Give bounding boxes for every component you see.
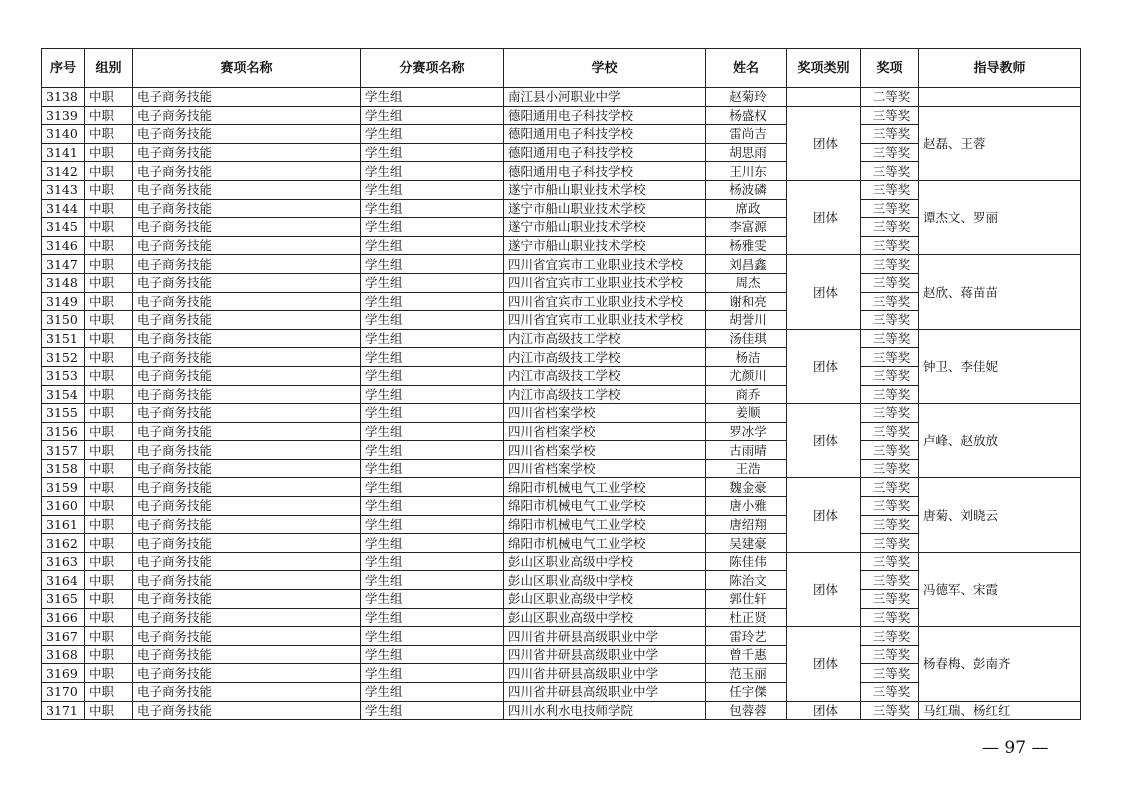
award-cell: 三等奖 <box>861 552 919 571</box>
serial-cell: 3148 <box>42 273 85 292</box>
award-cell: 三等奖 <box>861 404 919 423</box>
school-cell: 彭山区职业高级中学校 <box>504 590 706 609</box>
school-cell: 遂宁市船山职业技术学校 <box>504 199 706 218</box>
serial-cell: 3157 <box>42 441 85 460</box>
group-cell: 中职 <box>85 627 133 646</box>
teacher-cell: 唐菊、刘晓云 <box>919 478 1081 552</box>
school-cell: 四川省档案学校 <box>504 441 706 460</box>
serial-cell: 3162 <box>42 534 85 553</box>
header-cell: 组别 <box>85 49 133 88</box>
school-cell: 绵阳市机械电气工业学校 <box>504 515 706 534</box>
event-cell: 电子商务技能 <box>133 311 361 330</box>
school-cell: 内江市高级技工学校 <box>504 366 706 385</box>
award-cell: 三等奖 <box>861 162 919 181</box>
sub-event-cell: 学生组 <box>361 255 504 274</box>
sub-event-cell: 学生组 <box>361 478 504 497</box>
event-cell: 电子商务技能 <box>133 292 361 311</box>
event-cell: 电子商务技能 <box>133 218 361 237</box>
school-cell: 绵阳市机械电气工业学校 <box>504 534 706 553</box>
serial-cell: 3146 <box>42 236 85 255</box>
table-row <box>42 88 1081 107</box>
school-cell: 彭山区职业高级中学校 <box>504 571 706 590</box>
award-cell: 三等奖 <box>861 255 919 274</box>
group-cell: 中职 <box>85 571 133 590</box>
event-cell: 电子商务技能 <box>133 497 361 516</box>
name-cell: 胡誉川 <box>706 311 787 330</box>
school-cell: 四川省井研县高级职业中学 <box>504 664 706 683</box>
group-cell: 中职 <box>85 162 133 181</box>
group-cell: 中职 <box>85 701 133 720</box>
award-cell: 三等奖 <box>861 590 919 609</box>
event-cell: 电子商务技能 <box>133 441 361 460</box>
serial-cell: 3150 <box>42 311 85 330</box>
award-cell: 三等奖 <box>861 143 919 162</box>
school-cell: 遂宁市船山职业技术学校 <box>504 218 706 237</box>
award-category-cell: 团体 <box>787 478 861 552</box>
event-cell: 电子商务技能 <box>133 385 361 404</box>
name-cell: 雷尚吉 <box>706 125 787 144</box>
teacher-cell: 赵欣、蒋苗苗 <box>919 255 1081 329</box>
sub-event-cell: 学生组 <box>361 218 504 237</box>
sub-event-cell: 学生组 <box>361 552 504 571</box>
name-cell: 杨雅雯 <box>706 236 787 255</box>
award-cell: 三等奖 <box>861 608 919 627</box>
name-cell: 谢和亮 <box>706 292 787 311</box>
event-cell: 电子商务技能 <box>133 571 361 590</box>
name-cell: 刘昌鑫 <box>706 255 787 274</box>
award-cell: 三等奖 <box>861 292 919 311</box>
teacher-cell: 马红瑞、杨红红 <box>919 701 1081 720</box>
event-cell: 电子商务技能 <box>133 552 361 571</box>
award-cell: 三等奖 <box>861 497 919 516</box>
group-cell: 中职 <box>85 608 133 627</box>
serial-cell: 3141 <box>42 143 85 162</box>
teacher-cell: 钟卫、李佳妮 <box>919 329 1081 403</box>
award-table <box>41 48 1081 720</box>
school-cell: 四川省井研县高级职业中学 <box>504 683 706 702</box>
name-cell: 杨波磷 <box>706 180 787 199</box>
teacher-cell <box>919 88 1081 107</box>
name-cell: 雷玲艺 <box>706 627 787 646</box>
table-row <box>42 478 1081 497</box>
event-cell: 电子商务技能 <box>133 236 361 255</box>
group-cell: 中职 <box>85 311 133 330</box>
award-category-cell: 团体 <box>787 552 861 626</box>
event-cell: 电子商务技能 <box>133 88 361 107</box>
serial-cell: 3160 <box>42 497 85 516</box>
serial-cell: 3147 <box>42 255 85 274</box>
award-cell: 三等奖 <box>861 311 919 330</box>
name-cell: 周杰 <box>706 273 787 292</box>
name-cell: 罗冰学 <box>706 422 787 441</box>
award-cell: 三等奖 <box>861 106 919 125</box>
serial-cell: 3143 <box>42 180 85 199</box>
name-cell: 古雨晴 <box>706 441 787 460</box>
teacher-cell: 谭杰文、罗丽 <box>919 180 1081 254</box>
sub-event-cell: 学生组 <box>361 236 504 255</box>
group-cell: 中职 <box>85 180 133 199</box>
name-cell: 曾千惠 <box>706 645 787 664</box>
event-cell: 电子商务技能 <box>133 348 361 367</box>
name-cell: 商乔 <box>706 385 787 404</box>
name-cell: 杨盛权 <box>706 106 787 125</box>
school-cell: 德阳通用电子科技学校 <box>504 125 706 144</box>
school-cell: 四川省井研县高级职业中学 <box>504 645 706 664</box>
table-row <box>42 106 1081 125</box>
name-cell: 郭仕轩 <box>706 590 787 609</box>
award-category-cell: 团体 <box>787 180 861 254</box>
school-cell: 德阳通用电子科技学校 <box>504 162 706 181</box>
sub-event-cell: 学生组 <box>361 329 504 348</box>
sub-event-cell: 学生组 <box>361 385 504 404</box>
award-cell: 三等奖 <box>861 534 919 553</box>
award-cell: 三等奖 <box>861 683 919 702</box>
serial-cell: 3166 <box>42 608 85 627</box>
serial-cell: 3138 <box>42 88 85 107</box>
header-cell: 分赛项名称 <box>361 49 504 88</box>
school-cell: 彭山区职业高级中学校 <box>504 552 706 571</box>
school-cell: 四川水利水电技师学院 <box>504 701 706 720</box>
table-row <box>42 255 1081 274</box>
serial-cell: 3154 <box>42 385 85 404</box>
teacher-cell: 卢峰、赵放放 <box>919 404 1081 478</box>
group-cell: 中职 <box>85 125 133 144</box>
event-cell: 电子商务技能 <box>133 627 361 646</box>
group-cell: 中职 <box>85 459 133 478</box>
name-cell: 任宇傑 <box>706 683 787 702</box>
sub-event-cell: 学生组 <box>361 441 504 460</box>
group-cell: 中职 <box>85 422 133 441</box>
award-cell: 三等奖 <box>861 366 919 385</box>
event-cell: 电子商务技能 <box>133 329 361 348</box>
award-category-cell <box>787 88 861 107</box>
table-row <box>42 552 1081 571</box>
header-cell: 赛项名称 <box>133 49 361 88</box>
event-cell: 电子商务技能 <box>133 683 361 702</box>
event-cell: 电子商务技能 <box>133 273 361 292</box>
serial-cell: 3164 <box>42 571 85 590</box>
group-cell: 中职 <box>85 515 133 534</box>
award-cell: 三等奖 <box>861 664 919 683</box>
school-cell: 遂宁市船山职业技术学校 <box>504 236 706 255</box>
header-cell: 奖项 <box>861 49 919 88</box>
school-cell: 内江市高级技工学校 <box>504 348 706 367</box>
serial-cell: 3168 <box>42 645 85 664</box>
serial-cell: 3159 <box>42 478 85 497</box>
school-cell: 四川省档案学校 <box>504 459 706 478</box>
sub-event-cell: 学生组 <box>361 273 504 292</box>
event-cell: 电子商务技能 <box>133 478 361 497</box>
sub-event-cell: 学生组 <box>361 515 504 534</box>
serial-cell: 3140 <box>42 125 85 144</box>
header-cell: 指导教师 <box>919 49 1081 88</box>
award-cell: 三等奖 <box>861 385 919 404</box>
award-cell: 三等奖 <box>861 515 919 534</box>
school-cell: 内江市高级技工学校 <box>504 329 706 348</box>
group-cell: 中职 <box>85 683 133 702</box>
sub-event-cell: 学生组 <box>361 180 504 199</box>
school-cell: 四川省宜宾市工业职业技术学校 <box>504 273 706 292</box>
serial-cell: 3142 <box>42 162 85 181</box>
event-cell: 电子商务技能 <box>133 366 361 385</box>
award-cell: 三等奖 <box>861 701 919 720</box>
table-row <box>42 701 1081 720</box>
name-cell: 包蓉蓉 <box>706 701 787 720</box>
group-cell: 中职 <box>85 385 133 404</box>
sub-event-cell: 学生组 <box>361 645 504 664</box>
group-cell: 中职 <box>85 534 133 553</box>
event-cell: 电子商务技能 <box>133 645 361 664</box>
group-cell: 中职 <box>85 236 133 255</box>
award-category-cell: 团体 <box>787 106 861 180</box>
name-cell: 杨洁 <box>706 348 787 367</box>
sub-event-cell: 学生组 <box>361 664 504 683</box>
group-cell: 中职 <box>85 292 133 311</box>
event-cell: 电子商务技能 <box>133 590 361 609</box>
event-cell: 电子商务技能 <box>133 125 361 144</box>
serial-cell: 3161 <box>42 515 85 534</box>
award-cell: 三等奖 <box>861 199 919 218</box>
award-cell: 三等奖 <box>861 441 919 460</box>
group-cell: 中职 <box>85 645 133 664</box>
school-cell: 绵阳市机械电气工业学校 <box>504 497 706 516</box>
event-cell: 电子商务技能 <box>133 701 361 720</box>
sub-event-cell: 学生组 <box>361 701 504 720</box>
group-cell: 中职 <box>85 199 133 218</box>
sub-event-cell: 学生组 <box>361 311 504 330</box>
award-cell: 三等奖 <box>861 125 919 144</box>
serial-cell: 3169 <box>42 664 85 683</box>
group-cell: 中职 <box>85 552 133 571</box>
name-cell: 王浩 <box>706 459 787 478</box>
name-cell: 姜顺 <box>706 404 787 423</box>
event-cell: 电子商务技能 <box>133 199 361 218</box>
award-cell: 三等奖 <box>861 329 919 348</box>
sub-event-cell: 学生组 <box>361 459 504 478</box>
school-cell: 内江市高级技工学校 <box>504 385 706 404</box>
name-cell: 汤佳琪 <box>706 329 787 348</box>
sub-event-cell: 学生组 <box>361 608 504 627</box>
award-cell: 三等奖 <box>861 422 919 441</box>
sub-event-cell: 学生组 <box>361 292 504 311</box>
award-category-cell: 团体 <box>787 701 861 720</box>
group-cell: 中职 <box>85 273 133 292</box>
teacher-cell: 冯德军、宋霞 <box>919 552 1081 626</box>
group-cell: 中职 <box>85 218 133 237</box>
sub-event-cell: 学生组 <box>361 590 504 609</box>
school-cell: 德阳通用电子科技学校 <box>504 143 706 162</box>
sub-event-cell: 学生组 <box>361 627 504 646</box>
award-cell: 三等奖 <box>861 348 919 367</box>
serial-cell: 3152 <box>42 348 85 367</box>
group-cell: 中职 <box>85 478 133 497</box>
school-cell: 绵阳市机械电气工业学校 <box>504 478 706 497</box>
name-cell: 王川东 <box>706 162 787 181</box>
name-cell: 杜正贤 <box>706 608 787 627</box>
sub-event-cell: 学生组 <box>361 366 504 385</box>
name-cell: 李富源 <box>706 218 787 237</box>
header-cell: 奖项类别 <box>787 49 861 88</box>
award-cell: 三等奖 <box>861 180 919 199</box>
event-cell: 电子商务技能 <box>133 180 361 199</box>
name-cell: 赵菊玲 <box>706 88 787 107</box>
event-cell: 电子商务技能 <box>133 143 361 162</box>
group-cell: 中职 <box>85 664 133 683</box>
teacher-cell: 赵磊、王蓉 <box>919 106 1081 180</box>
group-cell: 中职 <box>85 497 133 516</box>
school-cell: 四川省井研县高级职业中学 <box>504 627 706 646</box>
table-row <box>42 404 1081 423</box>
serial-cell: 3165 <box>42 590 85 609</box>
teacher-cell: 杨春梅、彭南齐 <box>919 627 1081 701</box>
serial-cell: 3139 <box>42 106 85 125</box>
header-cell: 姓名 <box>706 49 787 88</box>
event-cell: 电子商务技能 <box>133 255 361 274</box>
sub-event-cell: 学生组 <box>361 143 504 162</box>
group-cell: 中职 <box>85 404 133 423</box>
event-cell: 电子商务技能 <box>133 422 361 441</box>
page-number: — 97 — <box>982 738 1049 758</box>
award-cell: 三等奖 <box>861 218 919 237</box>
event-cell: 电子商务技能 <box>133 404 361 423</box>
serial-cell: 3145 <box>42 218 85 237</box>
award-category-cell: 团体 <box>787 255 861 329</box>
school-cell: 四川省宜宾市工业职业技术学校 <box>504 311 706 330</box>
name-cell: 胡思雨 <box>706 143 787 162</box>
school-cell: 南江县小河职业中学 <box>504 88 706 107</box>
serial-cell: 3171 <box>42 701 85 720</box>
group-cell: 中职 <box>85 143 133 162</box>
award-category-cell: 团体 <box>787 627 861 701</box>
name-cell: 吴建豪 <box>706 534 787 553</box>
sub-event-cell: 学生组 <box>361 497 504 516</box>
event-cell: 电子商务技能 <box>133 534 361 553</box>
sub-event-cell: 学生组 <box>361 404 504 423</box>
table-body <box>42 88 1081 720</box>
name-cell: 唐小雅 <box>706 497 787 516</box>
group-cell: 中职 <box>85 106 133 125</box>
sub-event-cell: 学生组 <box>361 422 504 441</box>
serial-cell: 3170 <box>42 683 85 702</box>
sub-event-cell: 学生组 <box>361 534 504 553</box>
event-cell: 电子商务技能 <box>133 106 361 125</box>
name-cell: 陈佳伟 <box>706 552 787 571</box>
name-cell: 尤颜川 <box>706 366 787 385</box>
award-category-cell: 团体 <box>787 329 861 403</box>
award-cell: 二等奖 <box>861 88 919 107</box>
serial-cell: 3149 <box>42 292 85 311</box>
group-cell: 中职 <box>85 88 133 107</box>
serial-cell: 3167 <box>42 627 85 646</box>
serial-cell: 3151 <box>42 329 85 348</box>
table-row <box>42 329 1081 348</box>
school-cell: 德阳通用电子科技学校 <box>504 106 706 125</box>
group-cell: 中职 <box>85 348 133 367</box>
serial-cell: 3153 <box>42 366 85 385</box>
sub-event-cell: 学生组 <box>361 125 504 144</box>
name-cell: 席政 <box>706 199 787 218</box>
award-cell: 三等奖 <box>861 273 919 292</box>
school-cell: 四川省档案学校 <box>504 404 706 423</box>
school-cell: 遂宁市船山职业技术学校 <box>504 180 706 199</box>
award-cell: 三等奖 <box>861 459 919 478</box>
group-cell: 中职 <box>85 441 133 460</box>
award-cell: 三等奖 <box>861 627 919 646</box>
award-cell: 三等奖 <box>861 236 919 255</box>
sub-event-cell: 学生组 <box>361 88 504 107</box>
table-row <box>42 627 1081 646</box>
header-row <box>42 49 1081 88</box>
event-cell: 电子商务技能 <box>133 664 361 683</box>
sub-event-cell: 学生组 <box>361 106 504 125</box>
name-cell: 魏金豪 <box>706 478 787 497</box>
sub-event-cell: 学生组 <box>361 199 504 218</box>
name-cell: 范玉丽 <box>706 664 787 683</box>
award-cell: 三等奖 <box>861 571 919 590</box>
header-cell: 序号 <box>42 49 85 88</box>
name-cell: 唐绍翔 <box>706 515 787 534</box>
table-row <box>42 180 1081 199</box>
group-cell: 中职 <box>85 329 133 348</box>
name-cell: 陈治文 <box>706 571 787 590</box>
serial-cell: 3155 <box>42 404 85 423</box>
sub-event-cell: 学生组 <box>361 348 504 367</box>
school-cell: 四川省档案学校 <box>504 422 706 441</box>
serial-cell: 3163 <box>42 552 85 571</box>
group-cell: 中职 <box>85 366 133 385</box>
award-cell: 三等奖 <box>861 645 919 664</box>
group-cell: 中职 <box>85 590 133 609</box>
event-cell: 电子商务技能 <box>133 162 361 181</box>
sub-event-cell: 学生组 <box>361 683 504 702</box>
school-cell: 四川省宜宾市工业职业技术学校 <box>504 292 706 311</box>
group-cell: 中职 <box>85 255 133 274</box>
school-cell: 四川省宜宾市工业职业技术学校 <box>504 255 706 274</box>
event-cell: 电子商务技能 <box>133 459 361 478</box>
award-category-cell: 团体 <box>787 404 861 478</box>
event-cell: 电子商务技能 <box>133 515 361 534</box>
event-cell: 电子商务技能 <box>133 608 361 627</box>
serial-cell: 3144 <box>42 199 85 218</box>
school-cell: 彭山区职业高级中学校 <box>504 608 706 627</box>
serial-cell: 3158 <box>42 459 85 478</box>
sub-event-cell: 学生组 <box>361 162 504 181</box>
serial-cell: 3156 <box>42 422 85 441</box>
sub-event-cell: 学生组 <box>361 571 504 590</box>
award-cell: 三等奖 <box>861 478 919 497</box>
header-cell: 学校 <box>504 49 706 88</box>
